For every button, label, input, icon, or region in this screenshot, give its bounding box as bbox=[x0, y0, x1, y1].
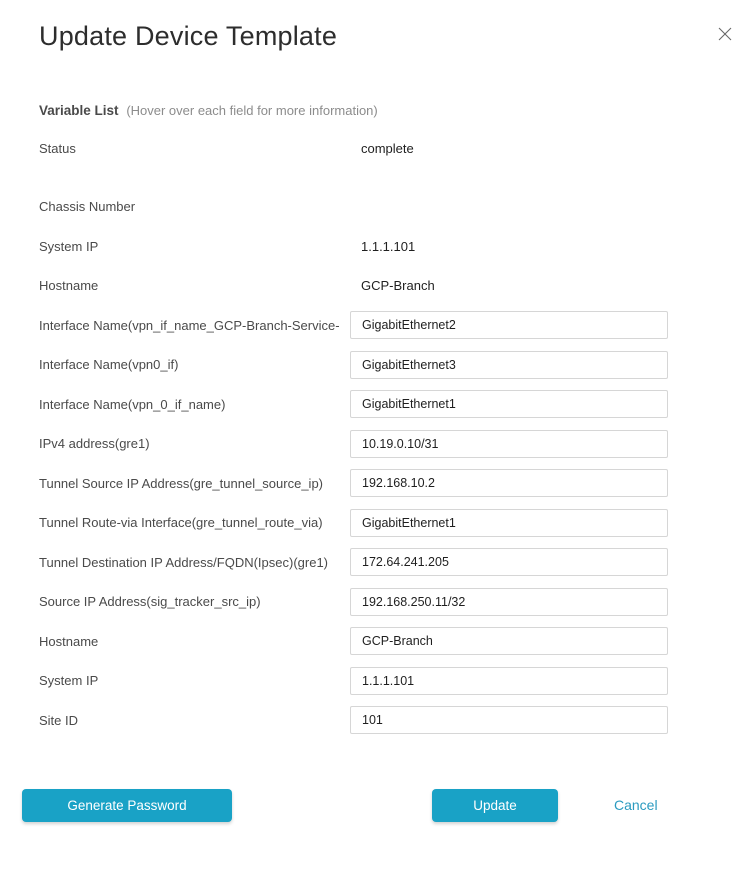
field-value: GCP-Branch bbox=[361, 278, 435, 293]
field-label: Tunnel Route-via Interface(gre_tunnel_route_via) bbox=[39, 515, 323, 530]
row-tunnel-source-ip bbox=[39, 469, 752, 497]
site-id-input[interactable] bbox=[350, 706, 668, 734]
row-chassis-number bbox=[39, 193, 752, 221]
field-label: Site ID bbox=[39, 712, 79, 728]
field-label: Interface Name(vpn_if_name_GCP-Branch-Service- bbox=[39, 317, 340, 333]
row-source-ip-tracker bbox=[39, 588, 752, 616]
row-interface-name-service bbox=[39, 311, 752, 339]
update-device-template-dialog bbox=[0, 20, 752, 885]
generate-password-button[interactable]: Generate Password bbox=[22, 789, 232, 822]
field-label: Hostname bbox=[39, 278, 99, 293]
source-ip-tracker-input[interactable] bbox=[350, 588, 668, 616]
field-label: System IP bbox=[39, 238, 99, 254]
close-icon[interactable] bbox=[716, 25, 734, 43]
field-label: Hostname bbox=[39, 633, 99, 649]
row-tunnel-destination-ip bbox=[39, 548, 752, 576]
ipv4-address-gre1-input[interactable] bbox=[350, 430, 668, 458]
field-label: Tunnel Source IP Address(gre_tunnel_source_ip) bbox=[39, 475, 324, 491]
row-ipv4-address-gre1 bbox=[39, 430, 752, 458]
page-title: Update Device Template bbox=[39, 21, 338, 51]
field-label: System IP bbox=[39, 673, 99, 688]
system-ip-input[interactable] bbox=[350, 667, 668, 695]
row-interface-name-vpn0-if bbox=[39, 351, 752, 379]
row-interface-name-vpn-0-if-name bbox=[39, 390, 752, 418]
field-label: Tunnel Destination IP Address/FQDN(Ipsec)(gre1) bbox=[39, 554, 329, 570]
tunnel-source-ip-input[interactable] bbox=[350, 469, 668, 497]
row-hostname-input bbox=[39, 627, 752, 655]
variable-list-hint: (Hover over each field for more information) bbox=[126, 103, 378, 118]
hostname-input[interactable] bbox=[350, 627, 668, 655]
row-tunnel-route-via bbox=[39, 509, 752, 537]
field-label: Interface Name(vpn_0_if_name) bbox=[39, 396, 226, 412]
tunnel-destination-ip-input[interactable] bbox=[350, 548, 668, 576]
field-label: Interface Name(vpn0_if) bbox=[39, 357, 179, 372]
cancel-button[interactable]: Cancel bbox=[614, 797, 658, 813]
field-label: Chassis Number bbox=[39, 199, 136, 214]
row-system-ip-static bbox=[39, 232, 752, 260]
variable-rows bbox=[0, 134, 752, 734]
row-site-id bbox=[39, 706, 752, 734]
field-label: Source IP Address(sig_tracker_src_ip) bbox=[39, 594, 261, 609]
interface-name-vpn0-if-input[interactable] bbox=[350, 351, 668, 379]
interface-name-service-input[interactable] bbox=[350, 311, 668, 339]
row-hostname-static bbox=[39, 272, 752, 300]
row-status bbox=[39, 134, 752, 162]
row-system-ip-input bbox=[39, 667, 752, 695]
tunnel-route-via-input[interactable] bbox=[350, 509, 668, 537]
dialog-footer bbox=[0, 789, 752, 823]
update-button[interactable]: Update bbox=[432, 789, 558, 822]
field-label: IPv4 address(gre1) bbox=[39, 436, 150, 451]
field-label: Status bbox=[39, 140, 76, 156]
interface-name-vpn-0-if-name-input[interactable] bbox=[350, 390, 668, 418]
field-value: complete bbox=[361, 140, 414, 156]
field-value: 1.1.1.101 bbox=[361, 238, 416, 254]
variable-list-header bbox=[39, 102, 752, 119]
variable-list-heading: Variable List bbox=[39, 103, 119, 118]
